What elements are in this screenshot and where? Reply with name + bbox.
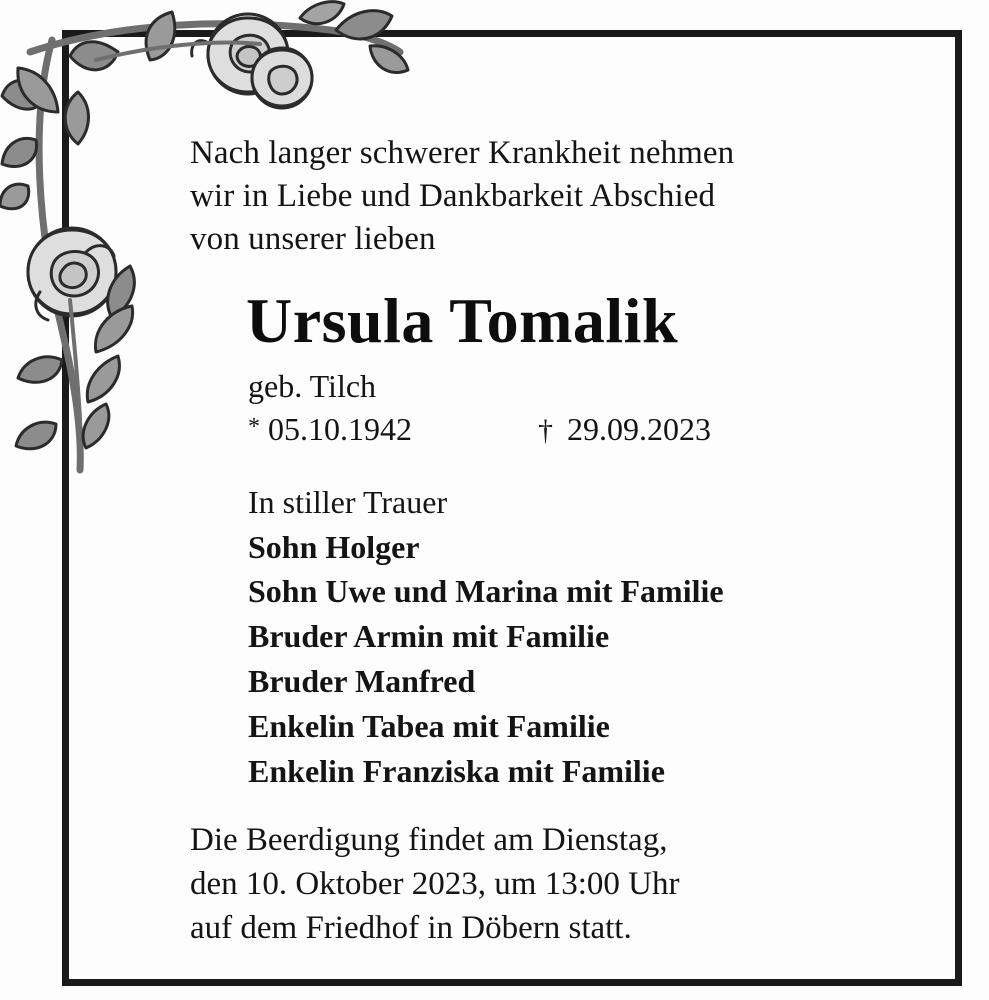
- birth-date: 05.10.1942: [268, 410, 412, 447]
- birth-star-icon: *: [248, 413, 260, 440]
- death-date: 29.09.2023: [567, 410, 711, 447]
- death-cross-icon: †: [538, 413, 553, 447]
- death-date-group: [538, 411, 711, 448]
- intro-line-1: Nach langer schwerer Krankheit nehmen: [190, 135, 735, 171]
- mourner-6: Enkelin Franziska mit Familie: [248, 752, 665, 789]
- intro-line-3: von unserer lieben: [190, 220, 436, 257]
- mourner-1: Sohn Holger: [248, 528, 420, 565]
- intro-text: [190, 132, 920, 261]
- funeral-line-1: Die Beerdigung findet am Dienstag,: [190, 822, 668, 859]
- mourner-2: Sohn Uwe und Marina mit Familie: [248, 573, 724, 610]
- life-dates: [248, 411, 920, 448]
- maiden-name: geb. Tilch: [248, 367, 377, 404]
- deceased-name: Ursula Tomalik: [246, 284, 679, 356]
- mourner-4: Bruder Manfred: [248, 663, 476, 700]
- funeral-line-3: auf dem Friedhof in Döbern statt.: [190, 910, 632, 947]
- funeral-details: [190, 819, 920, 951]
- mourning-lead: In stiller Trauer: [248, 483, 448, 520]
- mourners-block: [248, 480, 920, 794]
- intro-line-2: wir in Liebe und Dankbarkeit Abschied: [190, 177, 716, 214]
- birth-date-group: [248, 411, 538, 448]
- mourner-3: Bruder Armin mit Familie: [248, 618, 610, 655]
- funeral-line-2: den 10. Oktober 2023, um 13:00 Uhr: [190, 866, 680, 903]
- obituary-text-block: [190, 132, 920, 951]
- mourner-5: Enkelin Tabea mit Familie: [248, 707, 610, 744]
